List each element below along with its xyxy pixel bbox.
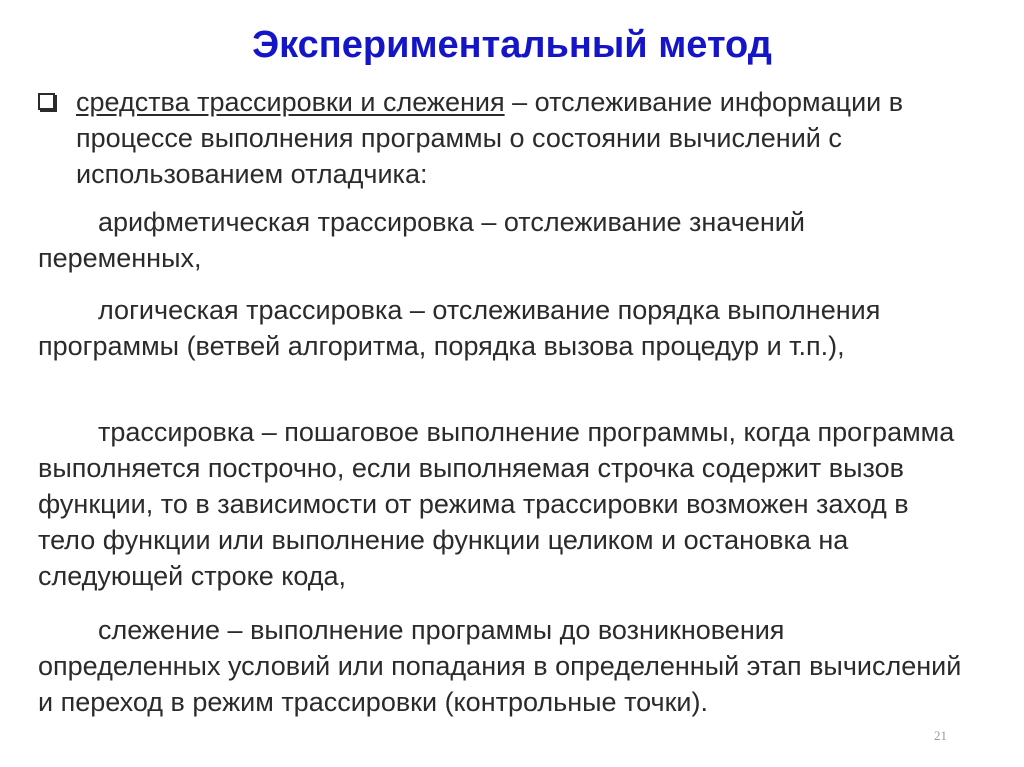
paragraph-watching: слежение – выполнение программы до возникновения определенных условий или попадания в определенный этап вычислений и переход в режим трассировки (контрольные точки). bbox=[38, 615, 962, 717]
checkbox-bullet-icon bbox=[38, 93, 55, 110]
paragraph-arithmetic-tracing: арифметическая трассировка – отслеживание значений переменных, bbox=[38, 207, 805, 273]
page-number: 21 bbox=[934, 728, 947, 743]
bullet-term: средства трассировки и слежения bbox=[76, 87, 505, 117]
paragraph-logical-tracing: логическая трассировка – отслеживание порядка выполнения программы (ветвей алгоритма, порядка вызова процедур и т.п.), bbox=[38, 295, 881, 361]
bullet-text bbox=[76, 84, 996, 192]
bullet-definition: – отслеживание информации в процессе выполнения программы о состоянии вычислений с использованием отладчика: bbox=[76, 87, 904, 189]
bullet-item bbox=[36, 84, 996, 192]
slide-title: Экспериментальный метод bbox=[252, 24, 772, 66]
paragraph-step-tracing: трассировка – пошаговое выполнение программы, когда программа выполняется построчно, если выполняемая строчка содержит вызов функции, то в зависимости от режима трассировки возможен заход в тело функции или выполнение функции целиком и остановка на следующей строке кода, bbox=[38, 417, 955, 591]
